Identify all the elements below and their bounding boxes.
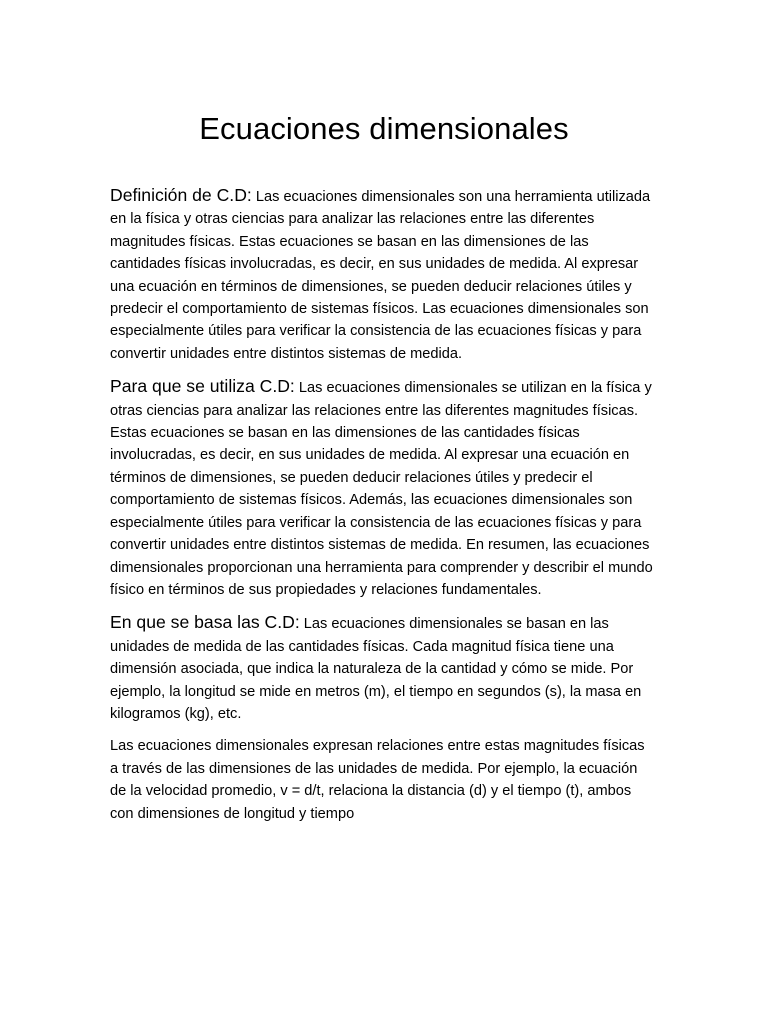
section-heading: Para que se utiliza C.D:: [110, 376, 295, 397]
section-base: [110, 611, 656, 725]
section-heading: En que se basa las C.D:: [110, 612, 300, 633]
section-uso: [110, 375, 656, 601]
page-title: Ecuaciones dimensionales: [199, 110, 569, 146]
section-text: Las ecuaciones dimensionales son una herramienta utilizada en la física y otras ciencias para analizar las relaciones entre las diferentes magnitudes físicas. Estas ecuaciones se basan en las dimensiones de las cantidades físicas involucradas, es decir, en sus unidades de medida. Al expresar una ecuación en términos de dimensiones, se pueden deducir relaciones útiles y predecir el comportamiento de sistemas físicos. Las ecuaciones dimensionales son especialmente útiles para verificar la consistencia de las ecuaciones físicas y para convertir unidades entre distintos sistemas de medida.: [110, 189, 651, 362]
section-text: Las ecuaciones dimensionales se utilizan en la física y otras ciencias para analizar las relaciones entre las diferentes magnitudes físicas. Estas ecuaciones se basan en las dimensiones de las cantidades físicas involucradas, es decir, en sus unidades de medida. Al expresar una ecuación en términos de dimensiones, se pueden deducir relaciones útiles y predecir el comportamiento de sistemas físicos. Además, las ecuaciones dimensionales son especialmente útiles para verificar la consistencia de las ecuaciones físicas y para convertir unidades entre distintos sistemas de medida. En resumen, las ecuaciones dimensionales proporcionan una herramienta para comprender y describir el mundo físico en términos de sus propiedades y relaciones fundamentales.: [110, 380, 653, 598]
closing-paragraph: Las ecuaciones dimensionales expresan relaciones entre estas magnitudes físicas a través de las dimensiones de las unidades de medida. Por ejemplo, la ecuación de la velocidad promedio, v = d/t, relaciona la distancia (d) y el tiempo (t), ambos con dimensiones de longitud y tiempo: [110, 738, 645, 822]
section-heading: Definición de C.D:: [110, 185, 252, 205]
section-text: Las ecuaciones dimensionales se basan en las unidades de medida de las cantidades físicas. Cada magnitud física tiene una dimensión asociada, que indica la naturaleza de la cantidad y cómo se mide. Por ejemplo, la longitud se mide en metros (m), el tiempo en segundos (s), la masa en kilogramos (kg), etc.: [110, 616, 642, 722]
section-definicion: [110, 184, 656, 365]
document-body: [110, 184, 656, 835]
